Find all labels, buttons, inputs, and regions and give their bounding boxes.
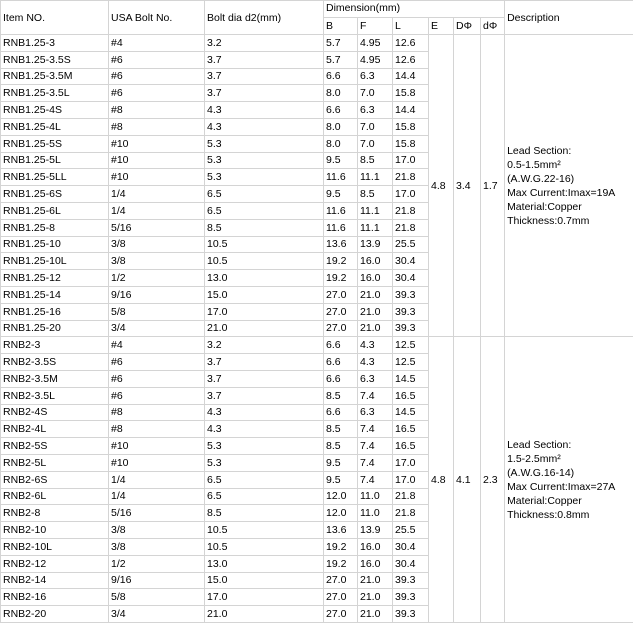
cell-f: 4.95 [358, 35, 393, 52]
cell-item-no: RNB2-5L [1, 454, 109, 471]
cell-item-no: RNB2-20 [1, 606, 109, 623]
cell-usa-bolt: 3/4 [109, 606, 205, 623]
cell-usa-bolt: 3/4 [109, 320, 205, 337]
cell-item-no: RNB2-3.5L [1, 387, 109, 404]
cell-f: 16.0 [358, 555, 393, 572]
cell-f: 8.5 [358, 186, 393, 203]
cell-bolt-dia: 5.3 [205, 152, 324, 169]
cell-b: 6.6 [324, 354, 358, 371]
cell-item-no: RNB1.25-3.5L [1, 85, 109, 102]
cell-f: 7.0 [358, 85, 393, 102]
cell-l: 14.5 [393, 404, 429, 421]
cell-l: 30.4 [393, 253, 429, 270]
cell-f: 16.0 [358, 253, 393, 270]
description-line: Max Current:Imax=19A [507, 186, 616, 199]
cell-e: 4.8 [429, 35, 454, 337]
cell-usa-bolt: 5/16 [109, 505, 205, 522]
cell-f: 7.4 [358, 454, 393, 471]
cell-f: 6.3 [358, 102, 393, 119]
cell-f: 8.5 [358, 152, 393, 169]
cell-bolt-dia: 5.3 [205, 169, 324, 186]
cell-item-no: RNB2-3 [1, 337, 109, 354]
header-e: E [429, 18, 454, 35]
header-dimension: Dimension(mm) [324, 1, 505, 18]
cell-bolt-dia: 6.5 [205, 471, 324, 488]
cell-l: 30.4 [393, 555, 429, 572]
cell-l: 21.8 [393, 505, 429, 522]
cell-l: 12.5 [393, 337, 429, 354]
description-line: 1.5-2.5mm² [507, 452, 561, 465]
cell-f: 4.3 [358, 337, 393, 354]
cell-f: 7.4 [358, 387, 393, 404]
cell-item-no: RNB1.25-5S [1, 135, 109, 152]
cell-b: 8.0 [324, 118, 358, 135]
header-l: L [393, 18, 429, 35]
cell-b: 8.5 [324, 387, 358, 404]
cell-b: 12.0 [324, 505, 358, 522]
cell-d-big: 4.1 [454, 337, 481, 623]
cell-bolt-dia: 21.0 [205, 320, 324, 337]
cell-bolt-dia: 5.3 [205, 135, 324, 152]
cell-l: 17.0 [393, 471, 429, 488]
description-line: Max Current:Imax=27A [507, 480, 616, 493]
cell-b: 11.6 [324, 202, 358, 219]
cell-bolt-dia: 6.5 [205, 202, 324, 219]
description-line: Material:Copper [507, 200, 582, 213]
cell-l: 12.6 [393, 35, 429, 52]
cell-f: 4.3 [358, 354, 393, 371]
cell-b: 19.2 [324, 253, 358, 270]
cell-bolt-dia: 17.0 [205, 589, 324, 606]
cell-bolt-dia: 8.5 [205, 505, 324, 522]
cell-item-no: RNB2-4L [1, 421, 109, 438]
cell-l: 25.5 [393, 236, 429, 253]
cell-bolt-dia: 3.2 [205, 337, 324, 354]
cell-f: 11.0 [358, 505, 393, 522]
cell-b: 13.6 [324, 236, 358, 253]
cell-l: 25.5 [393, 522, 429, 539]
cell-usa-bolt: #6 [109, 370, 205, 387]
cell-f: 16.0 [358, 538, 393, 555]
cell-b: 9.5 [324, 454, 358, 471]
cell-b: 6.6 [324, 102, 358, 119]
cell-bolt-dia: 3.7 [205, 387, 324, 404]
cell-item-no: RNB2-10L [1, 538, 109, 555]
cell-f: 21.0 [358, 286, 393, 303]
description-line: (A.W.G.22-16) [507, 172, 575, 185]
cell-b: 27.0 [324, 320, 358, 337]
cell-f: 21.0 [358, 303, 393, 320]
cell-l: 16.5 [393, 421, 429, 438]
cell-item-no: RNB2-3.5S [1, 354, 109, 371]
header-item-no: Item NO. [1, 1, 109, 35]
cell-item-no: RNB2-16 [1, 589, 109, 606]
cell-usa-bolt: #6 [109, 68, 205, 85]
cell-bolt-dia: 3.7 [205, 68, 324, 85]
cell-item-no: RNB1.25-5LL [1, 169, 109, 186]
cell-b: 27.0 [324, 572, 358, 589]
cell-bolt-dia: 15.0 [205, 286, 324, 303]
cell-bolt-dia: 4.3 [205, 102, 324, 119]
cell-l: 21.8 [393, 219, 429, 236]
cell-bolt-dia: 6.5 [205, 488, 324, 505]
cell-usa-bolt: 5/16 [109, 219, 205, 236]
cell-bolt-dia: 5.3 [205, 438, 324, 455]
header-d-big: DΦ [454, 18, 481, 35]
cell-b: 6.6 [324, 404, 358, 421]
cell-item-no: RNB1.25-10L [1, 253, 109, 270]
cell-bolt-dia: 13.0 [205, 270, 324, 287]
cell-usa-bolt: 1/2 [109, 270, 205, 287]
cell-bolt-dia: 17.0 [205, 303, 324, 320]
cell-f: 6.3 [358, 404, 393, 421]
cell-l: 15.8 [393, 135, 429, 152]
description-line: Lead Section: [507, 438, 572, 451]
header-d-small: dΦ [481, 18, 505, 35]
header-bolt-dia: Bolt dia d2(mm) [205, 1, 324, 35]
cell-item-no: RNB1.25-3.5S [1, 51, 109, 68]
cell-item-no: RNB1.25-6L [1, 202, 109, 219]
cell-usa-bolt: 1/4 [109, 471, 205, 488]
cell-usa-bolt: #10 [109, 169, 205, 186]
cell-bolt-dia: 6.5 [205, 186, 324, 203]
cell-usa-bolt: 1/4 [109, 202, 205, 219]
cell-item-no: RNB1.25-14 [1, 286, 109, 303]
cell-usa-bolt: #6 [109, 85, 205, 102]
cell-item-no: RNB1.25-4S [1, 102, 109, 119]
cell-item-no: RNB1.25-3 [1, 35, 109, 52]
cell-usa-bolt: #10 [109, 438, 205, 455]
cell-bolt-dia: 3.7 [205, 51, 324, 68]
cell-usa-bolt: #10 [109, 135, 205, 152]
cell-item-no: RNB1.25-6S [1, 186, 109, 203]
cell-bolt-dia: 3.7 [205, 85, 324, 102]
description-line: Lead Section: [507, 144, 572, 157]
cell-bolt-dia: 15.0 [205, 572, 324, 589]
header-b: B [324, 18, 358, 35]
cell-l: 39.3 [393, 286, 429, 303]
cell-usa-bolt: #4 [109, 35, 205, 52]
cell-b: 27.0 [324, 589, 358, 606]
cell-usa-bolt: 9/16 [109, 572, 205, 589]
cell-item-no: RNB2-14 [1, 572, 109, 589]
cell-l: 39.3 [393, 303, 429, 320]
cell-l: 15.8 [393, 118, 429, 135]
description-line: Material:Copper [507, 494, 582, 507]
cell-l: 12.6 [393, 51, 429, 68]
cell-l: 14.4 [393, 102, 429, 119]
cell-l: 39.3 [393, 589, 429, 606]
cell-l: 21.8 [393, 202, 429, 219]
cell-usa-bolt: #10 [109, 152, 205, 169]
cell-l: 21.8 [393, 169, 429, 186]
cell-f: 6.3 [358, 68, 393, 85]
cell-b: 9.5 [324, 471, 358, 488]
cell-b: 19.2 [324, 538, 358, 555]
table-row [1, 337, 633, 354]
cell-l: 17.0 [393, 454, 429, 471]
cell-usa-bolt: #8 [109, 404, 205, 421]
cell-l: 39.3 [393, 320, 429, 337]
cell-usa-bolt: #8 [109, 102, 205, 119]
cell-f: 7.0 [358, 118, 393, 135]
cell-b: 8.0 [324, 85, 358, 102]
cell-f: 11.1 [358, 219, 393, 236]
cell-item-no: RNB2-6L [1, 488, 109, 505]
cell-item-no: RNB2-12 [1, 555, 109, 572]
cell-usa-bolt: #6 [109, 354, 205, 371]
cell-b: 13.6 [324, 522, 358, 539]
cell-usa-bolt: 1/4 [109, 186, 205, 203]
cell-item-no: RNB2-3.5M [1, 370, 109, 387]
cell-l: 17.0 [393, 186, 429, 203]
cell-description [505, 337, 633, 623]
cell-f: 16.0 [358, 270, 393, 287]
cell-b: 27.0 [324, 303, 358, 320]
cell-l: 17.0 [393, 152, 429, 169]
cell-f: 7.4 [358, 438, 393, 455]
cell-usa-bolt: 5/8 [109, 589, 205, 606]
cell-b: 9.5 [324, 152, 358, 169]
cell-usa-bolt: #6 [109, 51, 205, 68]
cell-bolt-dia: 10.5 [205, 522, 324, 539]
cell-f: 7.4 [358, 471, 393, 488]
cell-usa-bolt: #4 [109, 337, 205, 354]
cell-b: 6.6 [324, 68, 358, 85]
cell-d-small: 1.7 [481, 35, 505, 337]
cell-l: 16.5 [393, 387, 429, 404]
cell-item-no: RNB2-6S [1, 471, 109, 488]
cell-item-no: RNB1.25-5L [1, 152, 109, 169]
cell-usa-bolt: 3/8 [109, 538, 205, 555]
cell-f: 11.1 [358, 202, 393, 219]
cell-usa-bolt: 1/4 [109, 488, 205, 505]
cell-usa-bolt: #10 [109, 454, 205, 471]
cell-b: 11.6 [324, 169, 358, 186]
cell-item-no: RNB2-4S [1, 404, 109, 421]
cell-description [505, 35, 633, 337]
description-line: Thickness:0.8mm [507, 508, 590, 521]
cell-b: 8.0 [324, 135, 358, 152]
cell-b: 12.0 [324, 488, 358, 505]
cell-f: 11.1 [358, 169, 393, 186]
cell-bolt-dia: 4.3 [205, 118, 324, 135]
cell-f: 4.95 [358, 51, 393, 68]
cell-l: 14.5 [393, 370, 429, 387]
cell-usa-bolt: 5/8 [109, 303, 205, 320]
description-line: 0.5-1.5mm² [507, 158, 561, 171]
cell-bolt-dia: 3.7 [205, 370, 324, 387]
description-line: Thickness:0.7mm [507, 214, 590, 227]
cell-e: 4.8 [429, 337, 454, 623]
cell-b: 19.2 [324, 555, 358, 572]
cell-l: 21.8 [393, 488, 429, 505]
cell-f: 7.0 [358, 135, 393, 152]
cell-usa-bolt: #8 [109, 421, 205, 438]
cell-l: 39.3 [393, 572, 429, 589]
cell-bolt-dia: 21.0 [205, 606, 324, 623]
cell-f: 21.0 [358, 589, 393, 606]
cell-l: 12.5 [393, 354, 429, 371]
cell-f: 13.9 [358, 236, 393, 253]
cell-bolt-dia: 8.5 [205, 219, 324, 236]
description-line: (A.W.G.16-14) [507, 466, 575, 479]
cell-item-no: RNB1.25-10 [1, 236, 109, 253]
cell-f: 11.0 [358, 488, 393, 505]
cell-l: 30.4 [393, 270, 429, 287]
table-body [1, 35, 633, 623]
cell-item-no: RNB1.25-16 [1, 303, 109, 320]
table-row [1, 35, 633, 52]
cell-b: 27.0 [324, 606, 358, 623]
cell-usa-bolt: 1/2 [109, 555, 205, 572]
cell-d-big: 3.4 [454, 35, 481, 337]
cell-bolt-dia: 3.7 [205, 354, 324, 371]
cell-item-no: RNB2-8 [1, 505, 109, 522]
cell-bolt-dia: 4.3 [205, 404, 324, 421]
cell-bolt-dia: 5.3 [205, 454, 324, 471]
cell-f: 21.0 [358, 572, 393, 589]
cell-usa-bolt: #8 [109, 118, 205, 135]
header-description: Description [505, 1, 633, 35]
cell-l: 15.8 [393, 85, 429, 102]
cell-b: 27.0 [324, 286, 358, 303]
cell-b: 8.5 [324, 438, 358, 455]
cell-b: 5.7 [324, 35, 358, 52]
cell-l: 39.3 [393, 606, 429, 623]
header-f: F [358, 18, 393, 35]
cell-item-no: RNB1.25-8 [1, 219, 109, 236]
cell-f: 13.9 [358, 522, 393, 539]
cell-usa-bolt: #6 [109, 387, 205, 404]
cell-item-no: RNB1.25-3.5M [1, 68, 109, 85]
cell-l: 16.5 [393, 438, 429, 455]
cell-f: 21.0 [358, 606, 393, 623]
cell-d-small: 2.3 [481, 337, 505, 623]
cell-b: 6.6 [324, 337, 358, 354]
cell-b: 8.5 [324, 421, 358, 438]
cell-item-no: RNB1.25-12 [1, 270, 109, 287]
cell-usa-bolt: 3/8 [109, 253, 205, 270]
cell-usa-bolt: 9/16 [109, 286, 205, 303]
cell-item-no: RNB2-10 [1, 522, 109, 539]
header-usa-bolt: USA Bolt No. [109, 1, 205, 35]
cell-l: 14.4 [393, 68, 429, 85]
cell-item-no: RNB1.25-20 [1, 320, 109, 337]
cell-b: 5.7 [324, 51, 358, 68]
cell-bolt-dia: 10.5 [205, 253, 324, 270]
cell-b: 19.2 [324, 270, 358, 287]
cell-bolt-dia: 3.2 [205, 35, 324, 52]
cell-bolt-dia: 10.5 [205, 538, 324, 555]
cell-f: 7.4 [358, 421, 393, 438]
cell-item-no: RNB2-5S [1, 438, 109, 455]
cell-bolt-dia: 10.5 [205, 236, 324, 253]
cell-bolt-dia: 4.3 [205, 421, 324, 438]
cell-b: 11.6 [324, 219, 358, 236]
cell-item-no: RNB1.25-4L [1, 118, 109, 135]
cell-f: 6.3 [358, 370, 393, 387]
cell-usa-bolt: 3/8 [109, 236, 205, 253]
cell-b: 6.6 [324, 370, 358, 387]
cell-bolt-dia: 13.0 [205, 555, 324, 572]
cell-f: 21.0 [358, 320, 393, 337]
cell-usa-bolt: 3/8 [109, 522, 205, 539]
cell-l: 30.4 [393, 538, 429, 555]
cell-b: 9.5 [324, 186, 358, 203]
